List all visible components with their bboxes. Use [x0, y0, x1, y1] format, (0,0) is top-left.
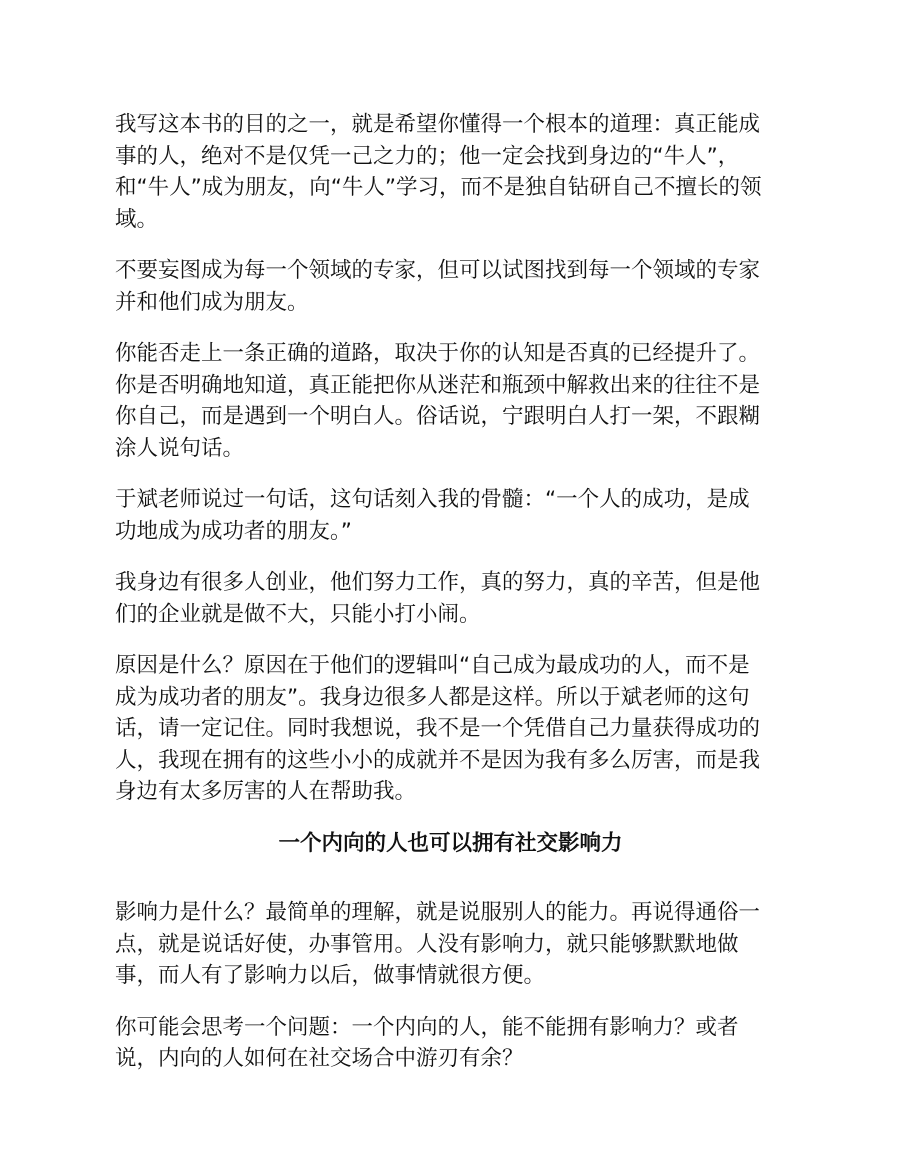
text-line: 身边有太多厉害的人在帮助我。 [115, 779, 417, 804]
paragraph-purpose [115, 109, 792, 235]
text-line: 事的人，绝对不是仅凭一己之力的；他一定会找到身边的“牛人”， [115, 143, 740, 169]
text-line: 影响力是什么？最简单的理解，就是说服别人的能力。再说得通俗一 [115, 900, 761, 925]
text-line: 并和他们成为朋友。 [115, 289, 309, 315]
text-line: 你自己，而是遇到一个明白人。俗话说，宁跟明白人打一架，不跟糊 [115, 404, 761, 429]
paragraph-influence [115, 897, 792, 992]
text-line: 你可能会思考一个问题：一个内向的人，能不能拥有影响力？或者 [115, 1014, 739, 1040]
text-line: 我写这本书的目的之一，就是希望你懂得一个根本的道理：真正能成 [115, 112, 761, 137]
text-line: 话，请一定记住。同时我想说，我不是一个凭借自己力量获得成功的 [115, 716, 761, 741]
text-line: 我身边有很多人创业，他们努力工作，真的努力，真的辛苦，但是他 [115, 570, 761, 595]
text-line: 于斌老师说过一句话，这句话刻入我的骨髓：“一个人的成功，是成 [115, 487, 750, 512]
text-line: 功地成为成功者的朋友。” [115, 518, 352, 544]
text-line: 点，就是说话好使，办事管用。人没有影响力，就只能够默默地做 [115, 931, 739, 957]
text-line: 和“牛人”成为朋友，向“牛人”学习，而不是独自钻研自己不擅长的领 [115, 175, 762, 200]
text-line: 事，而人有了影响力以后，做事情就很方便。 [115, 963, 546, 988]
text-line: 涂人说句话。 [115, 435, 245, 461]
paragraph-introvert [115, 1012, 792, 1075]
text-line: 域。 [115, 206, 159, 232]
text-line: 们的企业就是做不大，只能小打小闹。 [115, 601, 481, 627]
text-line: 你能否走上一条正确的道路，取决于你的认知是否真的已经提升了。 [115, 341, 761, 366]
paragraph-reason [115, 650, 792, 808]
paragraph-experts [115, 255, 792, 318]
section-heading: 一个内向的人也可以拥有社交影响力 [278, 830, 623, 856]
paragraph-right-path [115, 338, 792, 464]
text-line: 你是否明确地知道，真正能把你从迷茫和瓶颈中解救出来的往往不是 [115, 372, 761, 398]
text-line: 原因是什么？原因在于他们的逻辑叫“自己成为最成功的人，而不是 [115, 653, 750, 678]
text-line: 成为成功者的朋友”。我身边很多人都是这样。所以于斌老师的这句 [115, 684, 750, 710]
text-line: 人，我现在拥有的这些小小的成就并不是因为我有多么厉害，而是我 [115, 747, 761, 773]
text-line: 不要妄图成为每一个领域的专家，但可以试图找到每一个领域的专家 [115, 258, 761, 283]
paragraph-quote [115, 484, 792, 547]
text-line: 说，内向的人如何在社交场合中游刃有余？ [115, 1046, 524, 1071]
paragraph-entrepreneurs [115, 567, 792, 630]
